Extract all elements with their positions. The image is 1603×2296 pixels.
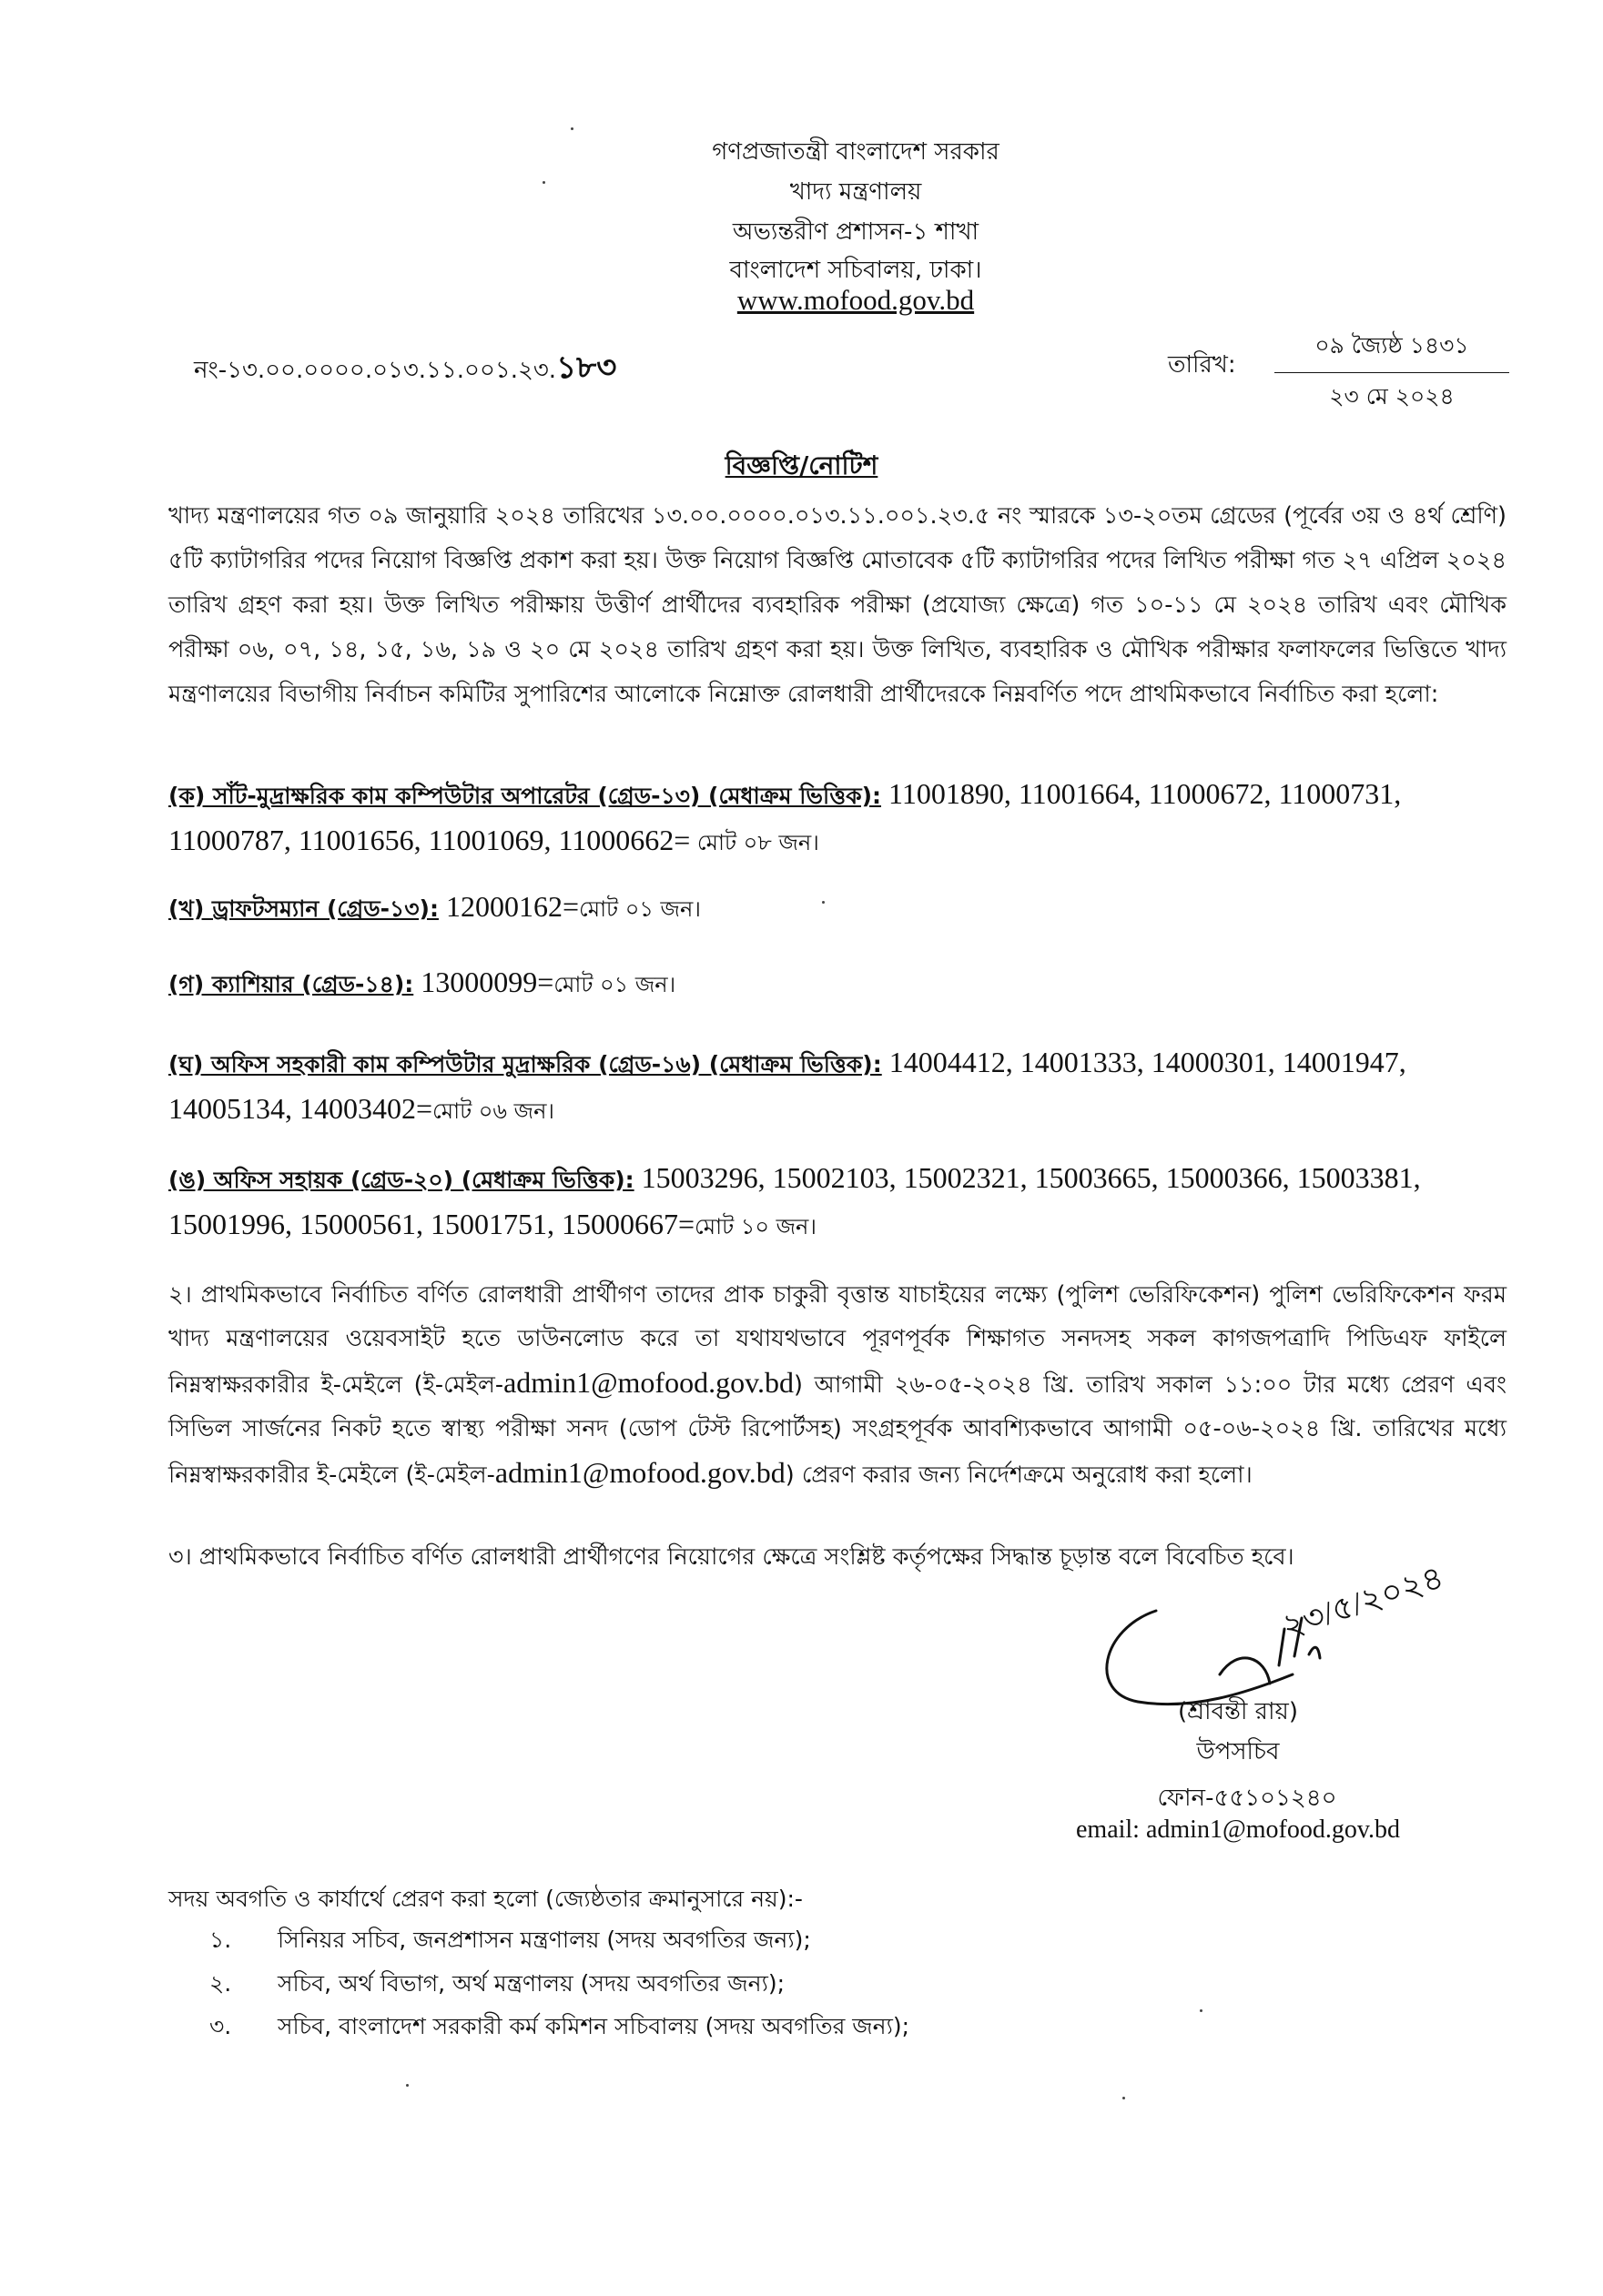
date-divider [1274,372,1509,373]
signatory-designation: উপসচিব [1196,1738,1280,1765]
decision-paragraph: ৩। প্রাথমিকভাবে নির্বাচিত বর্ণিত রোলধারী প্রার্থীগণের নিয়োগের ক্ষেত্রে সংশ্লিষ্ট কর্তৃপক্ষের সিদ্ধান্ত চূড়ান্ত বলে বিবেচিত হবে। [168,1543,1294,1571]
scan-speck [543,181,545,184]
item-label: (ক) সাঁট-মুদ্রাক্ষরিক কাম কম্পিউটার অপারেটর (গ্রেড-১৩) (মেধাক্রম ভিত্তিক): [168,783,881,809]
item-label: (খ) ড্রাফটসম্যান (গ্রেড-১৩): [168,895,439,922]
instruction-text-2: ) আগামী ২৬-০৫-২০২৪ খ্রি. তারিখ সকাল ১১:০০ টার মধ্যে প্রেরণ এবং সিভিল সার্জনের নিকট হতে স্বাস্থ্য পরীক্ষা সনদ (ডোপ টেস্ট রিপোর্টসহ) সংগ্রহপূর্বক আবশ্যিকভাবে আগামী ০৫-০৬-২০২৪ খ্রি. তারিখের মধ্যে নিম্নস্বাক্ষরকারীর ই-মেইলে (ই-মেইল- [168,1371,1507,1489]
govt-title: গণপ্রজাতন্ত্রী বাংলাদেশ সরকার [712,138,999,166]
item-label: (ঘ) অফিস সহকারী কাম কম্পিউটার মুদ্রাক্ষরিক (গ্রেড-১৬) (মেধাক্রম ভিত্তিক): [168,1051,882,1077]
item-total: মোট ১০ জন। [695,1214,817,1239]
list-item [168,885,1507,931]
date-english: ২৩ মে ২০২৪ [1329,383,1455,410]
scan-speck [571,127,573,130]
date-label: তারিখ: [1168,351,1236,379]
item-rolls: 12000162= [438,890,579,923]
scan-speck [1200,2009,1202,2012]
cc-item-text: সচিব, বাংলাদেশ সরকারী কর্ম কমিশন সচিবালয় (সদয় অবগতির জন্য); [278,2013,910,2039]
item-rolls: 14004412, 14001333, 14000301, 14001947, 14005134, 14003402= [168,1046,1406,1125]
instruction-text-3: ) প্রেরণ করার জন্য নির্দেশক্রমে অনুরোধ করা হলো। [785,1462,1253,1489]
email-link-1[interactable]: admin1@mofood.gov.bd [503,1366,794,1399]
email-link-2[interactable]: admin1@mofood.gov.bd [494,1456,786,1489]
instruction-text-1: ২। প্রাথমিকভাবে নির্বাচিত বর্ণিত রোলধারী প্রার্থীগণ তাদের প্রাক চাকুরী বৃত্তান্ত যাচাইয়ের লক্ষ্যে (পুলিশ ভেরিফিকেশন) পুলিশ ভেরিফিকেশন ফরম খাদ্য মন্ত্রণালয়ের ওয়েবসাইট হতে ডাউনলোড করে তা যথাযথভাবে পূরণপূর্বক শিক্ষাগত সনদসহ সকল কাগজপত্রাদি পিডিএফ ফাইলে নিম্নস্বাক্ষরকারীর ই-মেইলে (ই-মেইল- [168,1281,1507,1399]
item-label: (গ) ক্যাশিয়ার (গ্রেড-১৪): [168,971,414,997]
instruction-paragraph [168,1273,1507,1497]
item-rolls: 15003296, 15002103, 15002321, 15003665, 15000366, 15003381, 15001996, 15000561, 15001751, 15000667= [168,1161,1421,1240]
handwritten-date: ২৩/৫/২০২৪ [1277,1558,1448,1645]
item-label: (ঙ) অফিস সহায়ক (গ্রেড-২০) (মেধাক্রম ভিত্তিক): [168,1167,634,1193]
section-name: অভ্যন্তরীণ প্রশাসন-১ শাখা [732,218,979,246]
cc-heading: সদয় অবগতি ও কার্যার্থে প্রেরণ করা হলো (জ্যেষ্ঠতার ক্রমানুসারে নয়):- [168,1886,803,1912]
item-rolls: 13000099= [413,966,554,998]
memo-number [194,344,616,396]
cc-item-text: সিনিয়র সচিব, জনপ্রশাসন মন্ত্রণালয় (সদয় অবগতির জন্য); [278,1927,811,1953]
list-item [168,1156,1507,1249]
item-rolls: 11001890, 11001664, 11000672, 11000731, 11000787, 11001656, 11001069, 11000662= [168,777,1402,856]
intro-paragraph: খাদ্য মন্ত্রণালয়ের গত ০৯ জানুয়ারি ২০২৪ তারিখের ১৩.০০.০০০০.০১৩.১১.০০১.২৩.৫ নং স্মারকে ১৩-২০তম গ্রেডের (পূর্বের ৩য় ও ৪র্থ শ্রেণি) ৫টি ক্যাটাগরির পদের নিয়োগ বিজ্ঞপ্তি প্রকাশ করা হয়। উক্ত নিয়োগ বিজ্ঞপ্তি মোতাবেক ৫টি ক্যাটাগরির পদের লিখিত পরীক্ষা গত ২৭ এপ্রিল ২০২৪ তারিখ গ্রহণ করা হয়। উক্ত লিখিত পরীক্ষায় উত্তীর্ণ প্রার্থীদের ব্যবহারিক পরীক্ষা (প্রযোজ্য ক্ষেত্রে) গত ১০-১১ মে ২০২৪ তারিখ এবং মৌখিক পরীক্ষা ০৬, ০৭, ১৪, ১৫, ১৬, ১৯ ও ২০ মে ২০২৪ তারিখ গ্রহণ করা হয়। উক্ত লিখিত, ব্যবহারিক ও মৌখিক পরীক্ষার ফলাফলের ভিত্তিতে খাদ্য মন্ত্রণালয়ের বিভাগীয় নির্বাচন কমিটির সুপারিশের আলোকে নিম্নোক্ত রোলধারী প্রার্থীদেরকে নিম্নবর্ণিত পদে প্রাথমিকভাবে নির্বাচিত করা হলো: [168,502,1507,708]
scan-speck [406,2084,409,2087]
cc-item-text: সচিব, অর্থ বিভাগ, অর্থ মন্ত্রণালয় (সদয় অবগতির জন্য); [278,1970,786,1997]
item-total: মোট ০১ জন। [553,972,676,997]
date-box [1274,328,1509,418]
signatory-name: (শ্রাবন্তী রায়) [1178,1698,1298,1725]
memo-prefix: নং-১৩.০০.০০০০.০১৩.১১.০০১.২৩. [194,357,557,384]
cc-item-num: ২. [209,1970,232,1997]
list-item [168,960,1507,1006]
item-total: মোট ০৬ জন। [432,1098,554,1124]
list-item [168,772,1507,865]
ministry-name: খাদ্য মন্ত্রণালয় [789,178,922,206]
cc-item-num: ১. [209,1927,232,1953]
item-total: মোট ০৮ জন। [690,830,819,855]
cc-item-num: ৩. [209,2013,232,2039]
website-link[interactable]: www.mofood.gov.bd [736,284,975,316]
list-item [168,1040,1507,1133]
signatory-email[interactable]: email: admin1@mofood.gov.bd [1075,1816,1401,1844]
office-location: বাংলাদেশ সচিবালয়, ঢাকা। [729,257,982,284]
item-total: মোট ০১ জন। [579,896,701,922]
scan-speck [822,901,825,904]
notice-title: বিজ্ঞপ্তি/নোটিশ [725,450,878,480]
scan-speck [1122,2097,1125,2099]
memo-handwritten-number: ১৮৩ [556,349,617,386]
signatory-phone: ফোন-৫৫১০১২৪০ [1157,1785,1337,1812]
date-bangla: ০৯ জ্যৈষ্ঠ ১৪৩১ [1314,332,1469,359]
